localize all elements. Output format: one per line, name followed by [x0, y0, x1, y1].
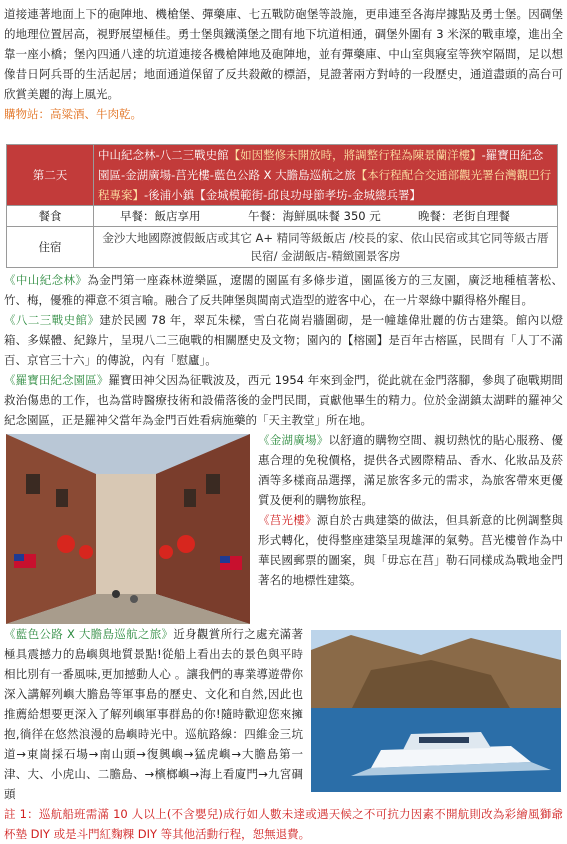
- street-photo-image: [6, 434, 250, 624]
- route-part-3: -後浦小鎮【金城模範街-邱良功母節孝坊-金城總兵署】: [144, 188, 421, 202]
- luo-text: 羅寶田神父因為征戰波及，西元 1954 年來到金門，從此就在金門落腳，參與了砲戰期間救治傷患的工作，也為當時醫療技術和設備落後的金門民間，貢獻他畢生的精力。位於金湖鎮太湖畔的羅神父紀念園區，正是羅神父當年為金門百姓看病施藥的「天主教堂」所在地。: [4, 373, 564, 427]
- lunch: 午餐：海鮮風味餐 350 元: [248, 209, 381, 223]
- juguang-text: 源自於古典建築的做法，但具新意的比例調整與形式轉化，使得整座建築呈現雄渾的氣勢。莒光樓曾作為中華民國郵票的圖案，與「毋忘在莒」勒石同樣成為戰地金門著名的地標性建築。: [258, 513, 564, 587]
- boat-photo: [311, 630, 561, 792]
- zhongshan-section: [4, 270, 563, 310]
- stay-label: 住宿: [7, 227, 94, 268]
- meals-detail: [94, 206, 558, 227]
- luo-title: 《羅寶田紀念園區》: [4, 373, 109, 387]
- shopping-stop: 購物站：高粱酒、牛肉乾。: [4, 107, 142, 121]
- stay-row: [7, 227, 558, 268]
- blue-highway-title: 《藍色公路 X 大膽島巡航之旅》: [4, 627, 174, 641]
- dinner: 晚餐：老街自理餐: [418, 209, 510, 223]
- route-part-1: 中山紀念林-八二三戰史館: [98, 148, 229, 162]
- route-note-2: 【本行程配合交通部觀光署台灣觀巴行程專案】: [98, 168, 552, 202]
- breakfast: 早餐：飯店享用: [120, 209, 201, 223]
- luo-section: [4, 370, 563, 430]
- route-row: [7, 145, 558, 206]
- stay-line-1: 金沙大地國際渡假飯店或其它 A+ 精同等級飯店 /校長的家、依山民宿或其它同等級古厝: [102, 231, 549, 245]
- war-museum-text: 建於民國 78 年，翠瓦朱樑，雪白花崗岩牆圍砌，是一幢雄偉壯麗的仿古建築。館內以燈箱、多媒體、紀錄片，呈現八二三砲戰的相關歷史及文物；園內的【榕園】是百年古榕區，民間有「人丁不滿百、京官三十六」的傳說，內有「慰廬」。: [4, 313, 563, 367]
- itinerary-table: [6, 144, 558, 268]
- zhongshan-text: 為金門第一座森林遊樂區，遼闊的園區有多條步道，園區後方的三友園，廣泛地種植著松、竹、梅，優雅的禪意不須言喻。融合了反共陣堡與閩南式造型的遊客中心，在一片翠綠中顯得格外醒目。: [4, 273, 564, 307]
- juguang-title: 《莒光樓》: [258, 513, 317, 527]
- day-label: 第二天: [7, 145, 94, 206]
- square-title: 《金湖廣場》: [258, 433, 329, 447]
- square-text: 以舒適的購物空間、親切熱忱的貼心服務、優惠合理的免稅價格，提供各式國際精品、香水、化妝品及菸酒等多樣商品選擇，滿足旅客多元的需求，為旅客帶來更優質及便利的購物旅程。: [258, 433, 564, 507]
- street-block: [4, 430, 563, 624]
- day-route: [94, 145, 558, 206]
- meals-label: 餐食: [7, 206, 94, 227]
- blue-highway-text: 近身觀賞所行之處充滿著極具震撼力的島嶼與地質景點!從船上看出去的景色與平時相比別有一番風味,更加撼動人心 。讓我們的專業導遊帶你深入講解列嶼大膽島等軍事島的歷史、文化和自然,因此也推薦給想要更深入了解列嶼軍事群島的你!隨時歡迎您來擁抱,徜徉在悠然浪漫的島嶼時光中。巡航路線：四維金三坑道→東崗採石場→南山頭→復興嶼→猛虎嶼→大膽島第一津、大、小虎山、二膽島、→檳榔嶼→海上看廈門→九宮碉頭: [4, 627, 303, 801]
- boat-block: [4, 624, 563, 804]
- route-note-1: 【如因整修未開放時，將調整行程為陳景蘭洋樓】: [228, 148, 482, 162]
- boat-photo-image: [311, 630, 561, 792]
- route-part-2: -羅寶田紀念園區-金湖廣場-莒光樓-藍色公路 X 大膽島巡航之旅: [98, 148, 544, 182]
- stay-detail: [94, 227, 558, 268]
- note-1: 註 1：巡航船班需滿 10 人以上(不含嬰兒)成行如人數未達或遇天候之不可抗力因素不開航則改為彩繪風獅爺杯墊 DIY 或是斗門紅麴粿 DIY 等其他活動行程，恕無退費。: [4, 807, 563, 841]
- intro-paragraph: 道接連著地面上下的砲陣地、機槍堡、彈藥庫、七五戰防砲堡等設施，更串連至各海岸據點及勇士堡。因碉堡的地理位置居高，視野展望極佳。勇士堡與鐵漢堡之間有地下坑道相通，碉堡外圍有 3 米深的戰車壕，進出全靠一座小橋；堡內四通八達的坑道連接各機槍陣地及砲陣地，並有彈藥庫、中山室與寢室等狹窄隔間，足以想像昔日阿兵哥的生活起居；地面通道保留了反共殺敵的標語，見證著兩方對峙的一段歷史，通道盡頭的高台可欣賞美麗的海上風光。: [4, 7, 563, 101]
- war-museum-section: [4, 310, 563, 370]
- meals-row: [7, 206, 558, 227]
- war-museum-title: 《八二三戰史館》: [4, 313, 100, 327]
- zhongshan-title: 《中山紀念林》: [4, 273, 88, 287]
- street-photo: [6, 434, 250, 624]
- stay-line-2: 民宿/ 金湖飯店-精緻園景客房: [250, 249, 401, 263]
